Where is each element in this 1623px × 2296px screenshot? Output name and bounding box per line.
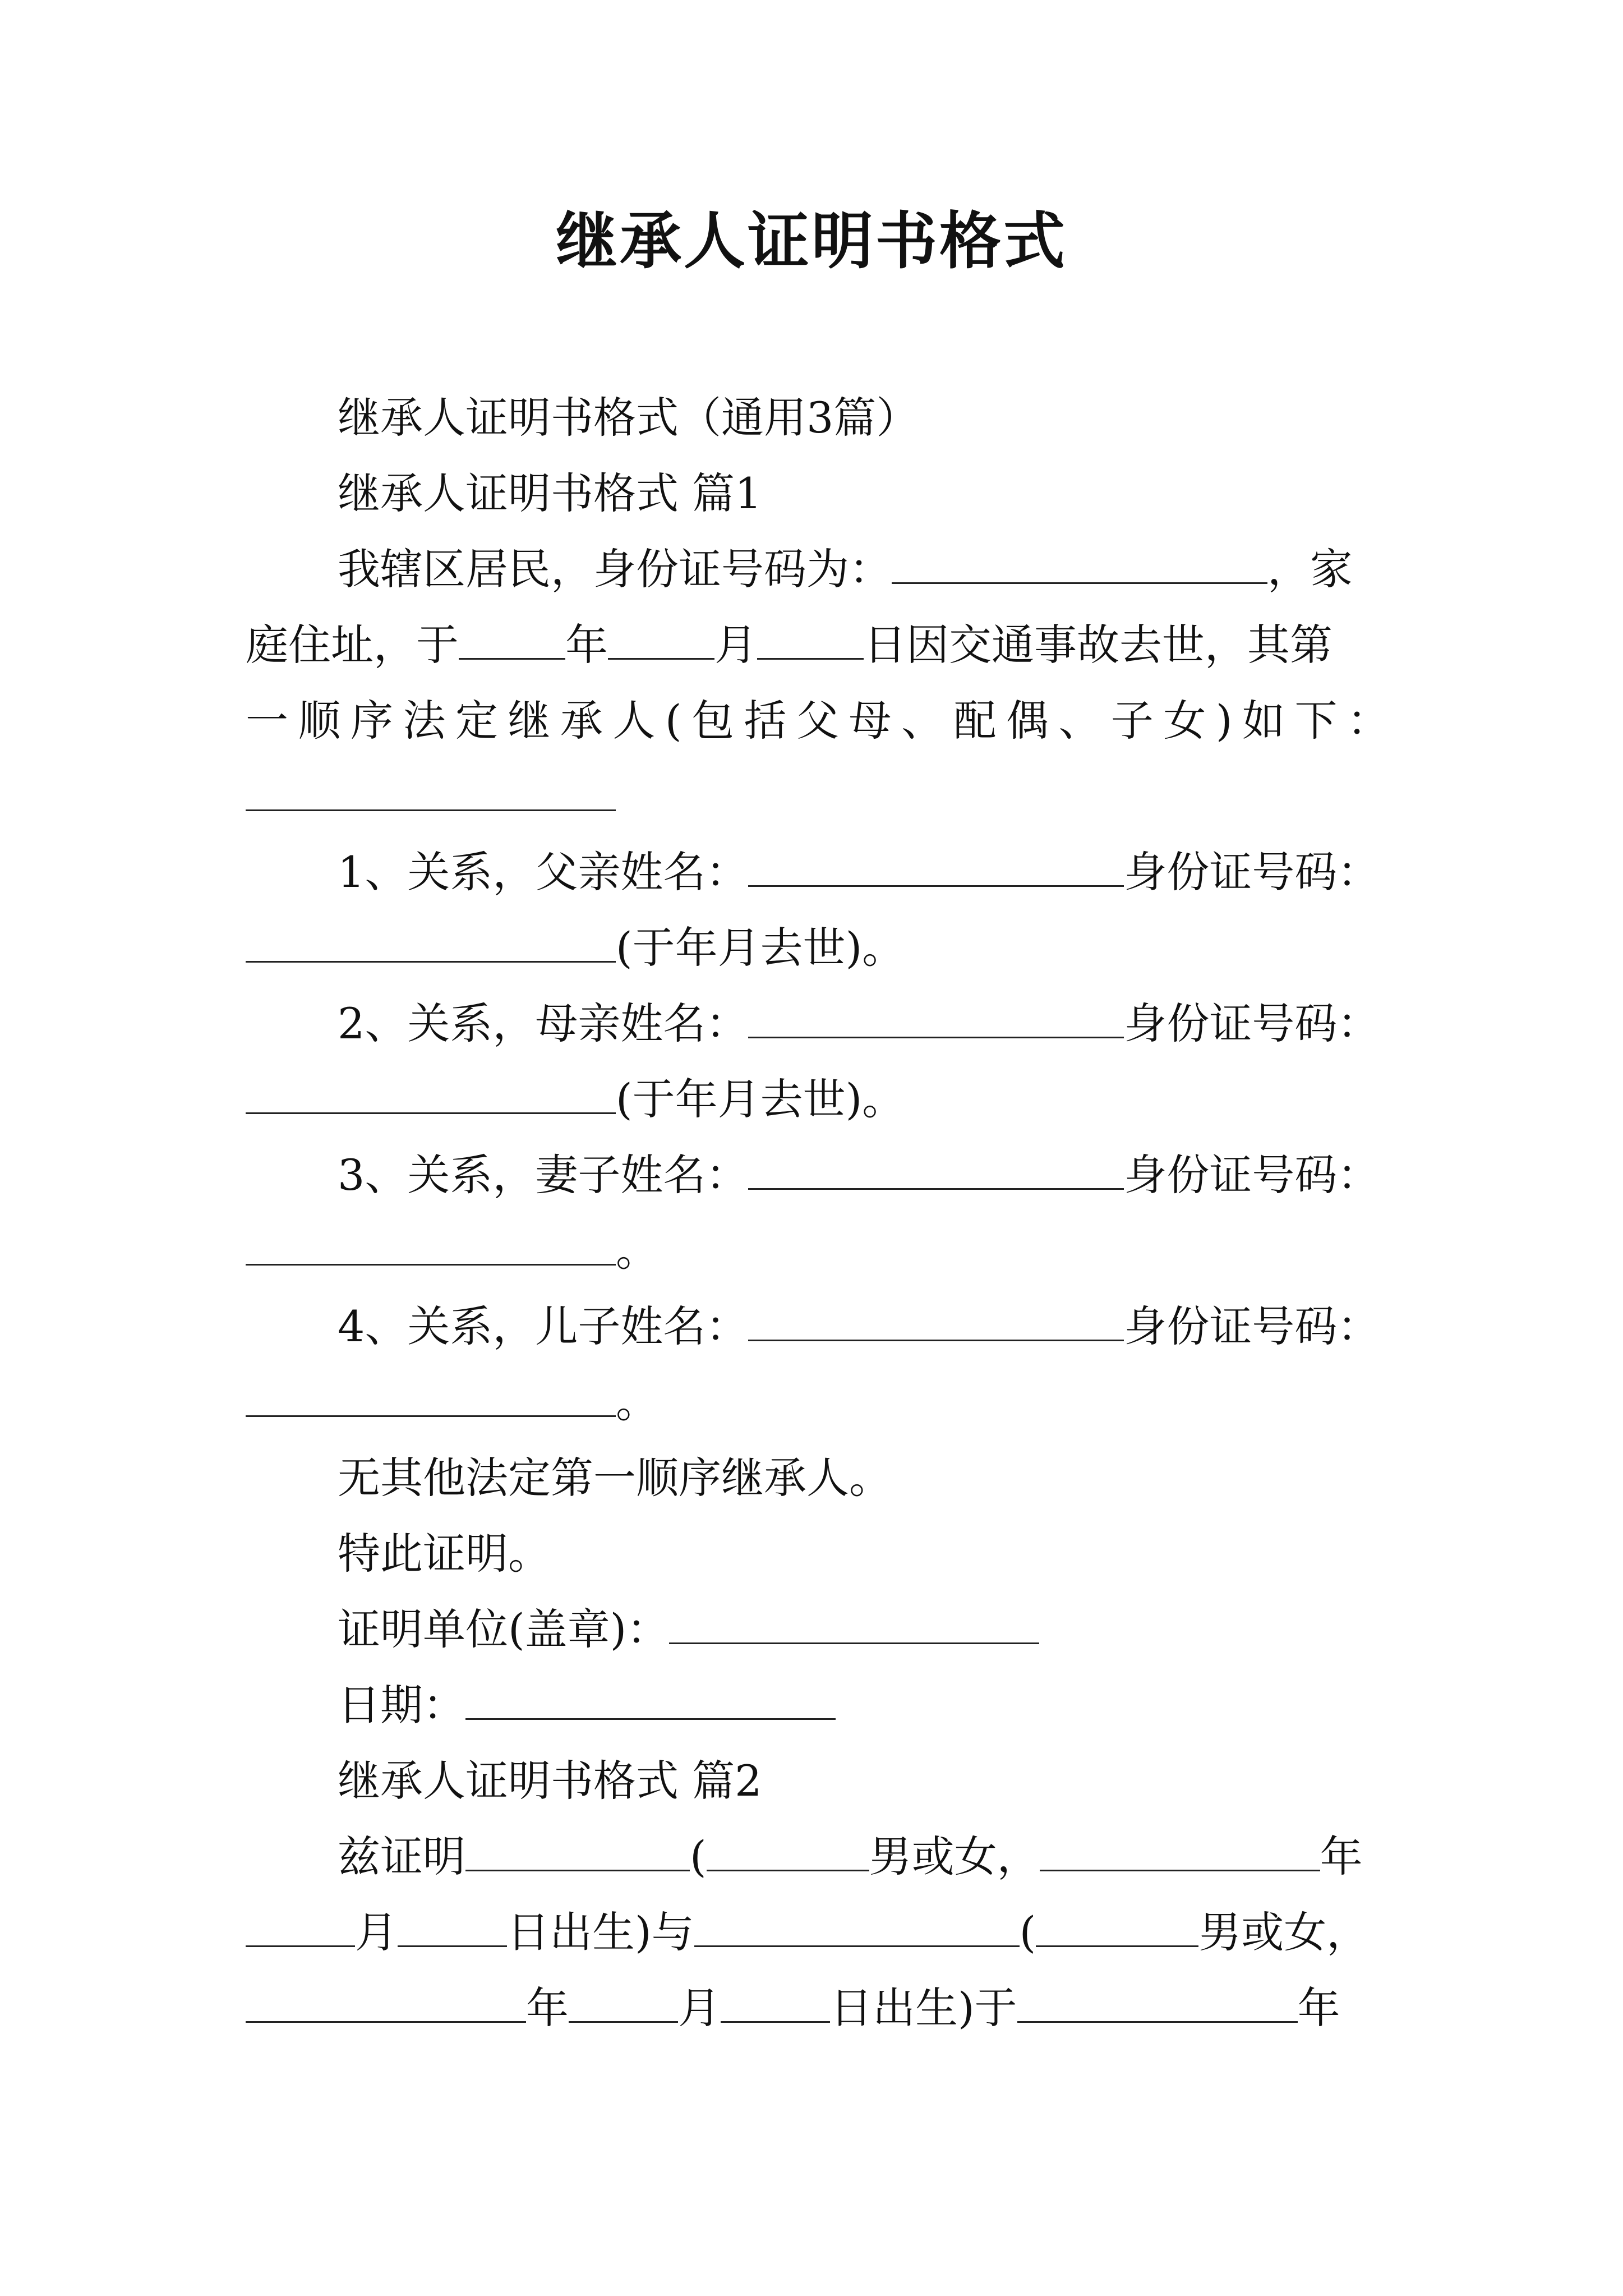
blank-field bbox=[757, 623, 864, 660]
blank-field bbox=[1036, 1911, 1198, 1947]
text: 男或女， bbox=[869, 1832, 1040, 1881]
text: ( bbox=[1019, 1907, 1036, 1957]
signature-unit-line bbox=[338, 1599, 1390, 1660]
document-title: 继承人证明书格式 bbox=[556, 205, 1067, 277]
blank-field bbox=[721, 1986, 830, 2023]
paragraph-line: 无其他法定第一顺序继承人。 bbox=[338, 1453, 892, 1503]
paragraph-line bbox=[246, 1977, 1390, 2039]
text: 。 bbox=[616, 1377, 658, 1427]
date-line bbox=[338, 1674, 1390, 1736]
text: 年 bbox=[1297, 1983, 1340, 2033]
paragraph-line: 特此证明。 bbox=[338, 1529, 551, 1579]
blank-field bbox=[246, 1911, 355, 1947]
section-heading-1: 继承人证明书格式 篇1 bbox=[338, 468, 762, 518]
list-item-cont bbox=[246, 1372, 1390, 1433]
text: 日出生)与 bbox=[507, 1907, 694, 1957]
blank-field bbox=[246, 775, 616, 811]
blank-field bbox=[246, 1078, 616, 1114]
list-item bbox=[338, 993, 1390, 1055]
text: 。 bbox=[616, 1226, 658, 1276]
list-item-cont bbox=[246, 1220, 1390, 1282]
list-item bbox=[338, 1144, 1390, 1206]
blank-field bbox=[748, 850, 1124, 887]
blank-field bbox=[459, 623, 565, 660]
paragraph-line bbox=[246, 1902, 1390, 1963]
paragraph-line: 一顺序法定继承人(包括父母、配偶、子女)如下： bbox=[246, 696, 1390, 746]
list-item bbox=[338, 1296, 1390, 1358]
blank-field bbox=[465, 1683, 836, 1720]
blank-field bbox=[246, 926, 616, 963]
text: 日因交通事故去世，其第 bbox=[864, 620, 1332, 670]
blank-field bbox=[748, 1153, 1124, 1190]
list-item-cont bbox=[246, 917, 1390, 979]
blank-field bbox=[569, 1986, 678, 2023]
list-item bbox=[338, 841, 1390, 903]
blank-field bbox=[748, 1002, 1124, 1038]
paragraph-line bbox=[338, 539, 1390, 600]
list-item-cont bbox=[246, 1069, 1390, 1130]
blank-field bbox=[398, 1911, 507, 1947]
text: 3、关系，妻子姓名： bbox=[338, 1150, 749, 1200]
doc-subtitle: 继承人证明书格式（通用3篇） bbox=[338, 393, 919, 443]
text: 庭住址，于 bbox=[246, 620, 459, 670]
blank-field bbox=[246, 1381, 616, 1417]
text: 日期： bbox=[338, 1680, 465, 1730]
blank-field bbox=[246, 1229, 616, 1266]
text: 4、关系，儿子姓名： bbox=[338, 1301, 749, 1351]
text: 月 bbox=[355, 1907, 398, 1957]
text: 身份证号码： bbox=[1124, 1301, 1380, 1351]
text: 2、关系，母亲姓名： bbox=[338, 999, 749, 1048]
blank-field bbox=[1040, 1835, 1320, 1871]
text: 男或女， bbox=[1198, 1907, 1370, 1957]
text: ，家 bbox=[1267, 544, 1353, 594]
text: 月 bbox=[714, 620, 757, 670]
text: 年 bbox=[526, 1983, 569, 2033]
blank-field bbox=[892, 547, 1267, 584]
text: 年 bbox=[565, 620, 608, 670]
section-heading-2: 继承人证明书格式 篇2 bbox=[338, 1756, 762, 1806]
text: (于年月去世)。 bbox=[616, 1074, 905, 1124]
blank-field bbox=[669, 1608, 1039, 1644]
blank-field bbox=[465, 1835, 690, 1871]
text: 兹证明 bbox=[338, 1832, 465, 1881]
blank-field bbox=[694, 1911, 1020, 1947]
text: 年 bbox=[1320, 1832, 1363, 1881]
paragraph-line bbox=[246, 766, 1390, 827]
blank-field bbox=[707, 1835, 869, 1871]
text: 我辖区居民，身份证号码为： bbox=[338, 544, 892, 594]
text: ( bbox=[690, 1832, 707, 1881]
blank-field bbox=[246, 1986, 526, 2023]
text: 日出生)于 bbox=[830, 1983, 1017, 2033]
text: (于年月去世)。 bbox=[616, 923, 905, 973]
text: 身份证号码： bbox=[1124, 1150, 1380, 1200]
text: 月 bbox=[678, 1983, 721, 2033]
blank-field bbox=[608, 623, 714, 660]
text: 证明单位(盖章)： bbox=[338, 1604, 670, 1654]
text: 1、关系，父亲姓名： bbox=[338, 847, 749, 897]
text: 身份证号码： bbox=[1124, 999, 1380, 1048]
blank-field bbox=[748, 1305, 1124, 1341]
paragraph-line bbox=[246, 614, 1390, 676]
paragraph-line bbox=[338, 1826, 1390, 1888]
text: 身份证号码： bbox=[1124, 847, 1380, 897]
blank-field bbox=[1017, 1986, 1298, 2023]
